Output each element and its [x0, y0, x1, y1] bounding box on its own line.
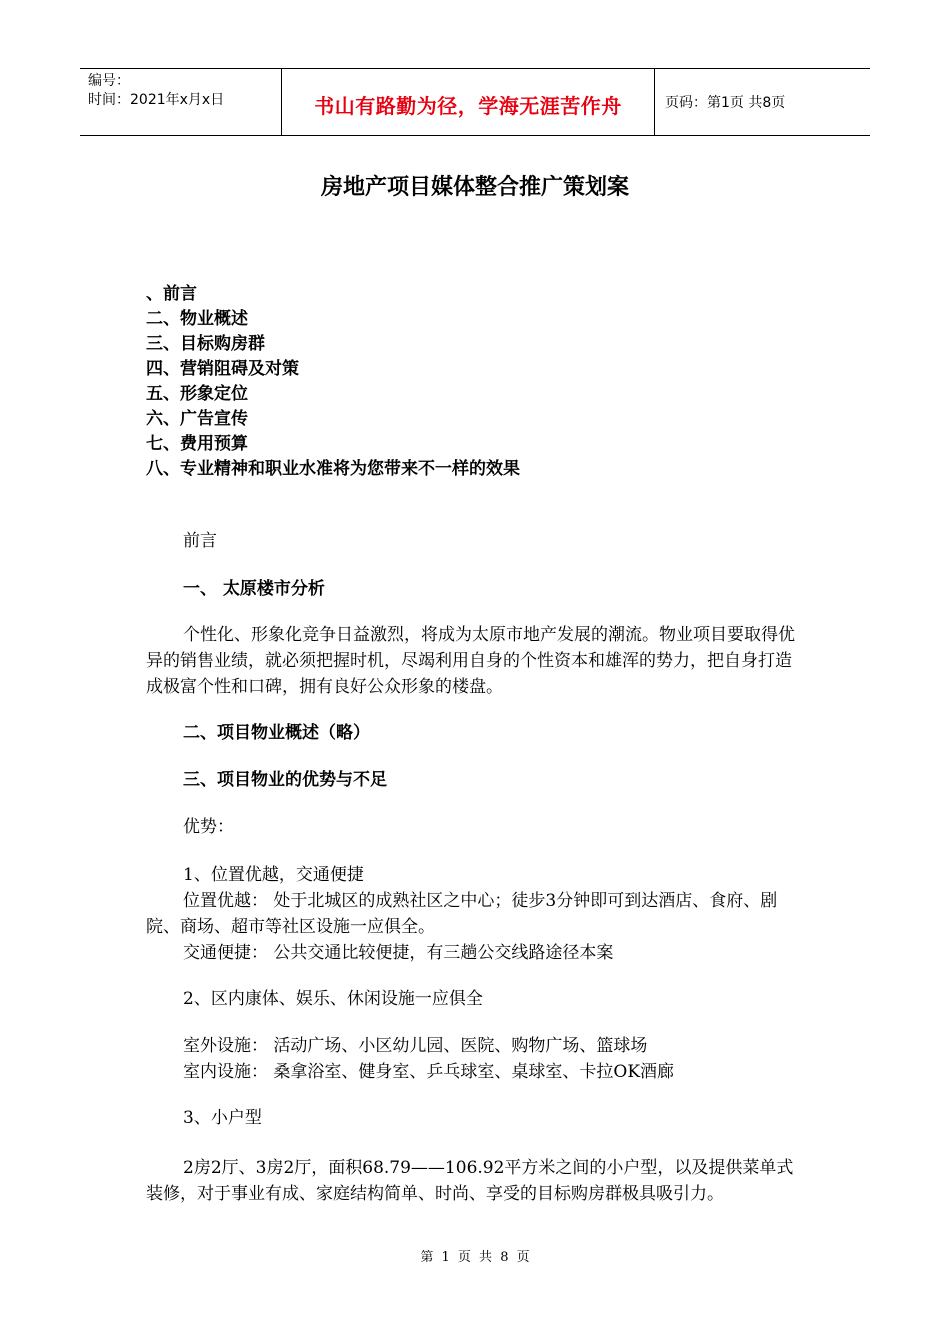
section-heading-3: 三、项目物业的优势与不足	[183, 770, 387, 790]
item-2-outdoor: 室外设施： 活动广场、小区幼儿园、医院、购物广场、篮球场	[183, 1036, 648, 1056]
header-meta-cell	[80, 69, 282, 135]
item-2-indoor: 室内设施： 桑拿浴室、健身室、乒乓球室、桌球室、卡拉OK酒廊	[183, 1062, 675, 1082]
preface-label: 前言	[183, 531, 217, 551]
document-number-label: 编号：	[88, 73, 130, 89]
toc-item: 五、形象定位	[146, 384, 248, 404]
toc-item: 四、营销阻碍及对策	[146, 359, 299, 379]
toc-item: 七、费用预算	[146, 434, 248, 454]
header-table	[80, 68, 870, 136]
header-motto: 书山有路勤为径，学海无涯苦作舟	[314, 93, 622, 118]
header-motto-cell	[282, 69, 655, 135]
item-2-heading: 2、区内康体、娱乐、休闲设施一应俱全	[183, 989, 483, 1009]
toc-item: 二、物业概述	[146, 309, 248, 329]
item-1-heading: 1、位置优越，交通便捷	[183, 865, 364, 885]
document-title: 房地产项目媒体整合推广策划案	[320, 175, 629, 200]
section-heading-1: 一、 太原楼市分析	[183, 579, 325, 599]
item-1-location: 位置优越： 处于北城区的成熟社区之中心；徒步3分钟即可到达酒店、食府、剧院、商场、超市等社区设施一应俱全。	[146, 891, 778, 937]
item-3-paragraph: 2房2厅、3房2厅，面积68.79——106.92平方米之间的小户型，以及提供菜单式装修，对于事业有成、家庭结构简单、时尚、享受的目标购房群极具吸引力。	[146, 1158, 794, 1204]
item-3-heading: 3、小户型	[183, 1108, 262, 1128]
page-footer: 第 1 页 共 8 页	[420, 1250, 530, 1265]
table-of-contents	[146, 282, 520, 482]
advantage-label: 优势：	[183, 817, 234, 837]
toc-item: 八、专业精神和职业水准将为您带来不一样的效果	[146, 459, 520, 479]
header-page-info: 页码：第1页 共8页	[665, 95, 786, 111]
toc-item: 六、广告宣传	[146, 409, 248, 429]
document-date-label: 时间：2021年x月x日	[88, 92, 225, 108]
section-heading-2: 二、项目物业概述（略）	[183, 723, 370, 743]
toc-item: 、前言	[146, 284, 197, 304]
section-1-paragraph: 个性化、形象化竞争日益激烈，将成为太原市地产发展的潮流。物业项目要取得优异的销售业绩，就必须把握时机，尽竭利用自身的个性资本和雄浑的势力，把自身打造成极富个性和口碑，拥有良好公众形象的楼盘。	[146, 625, 795, 697]
toc-item: 三、目标购房群	[146, 334, 265, 354]
item-1-transport: 交通便捷： 公共交通比较便捷，有三趟公交线路途径本案	[183, 943, 614, 963]
